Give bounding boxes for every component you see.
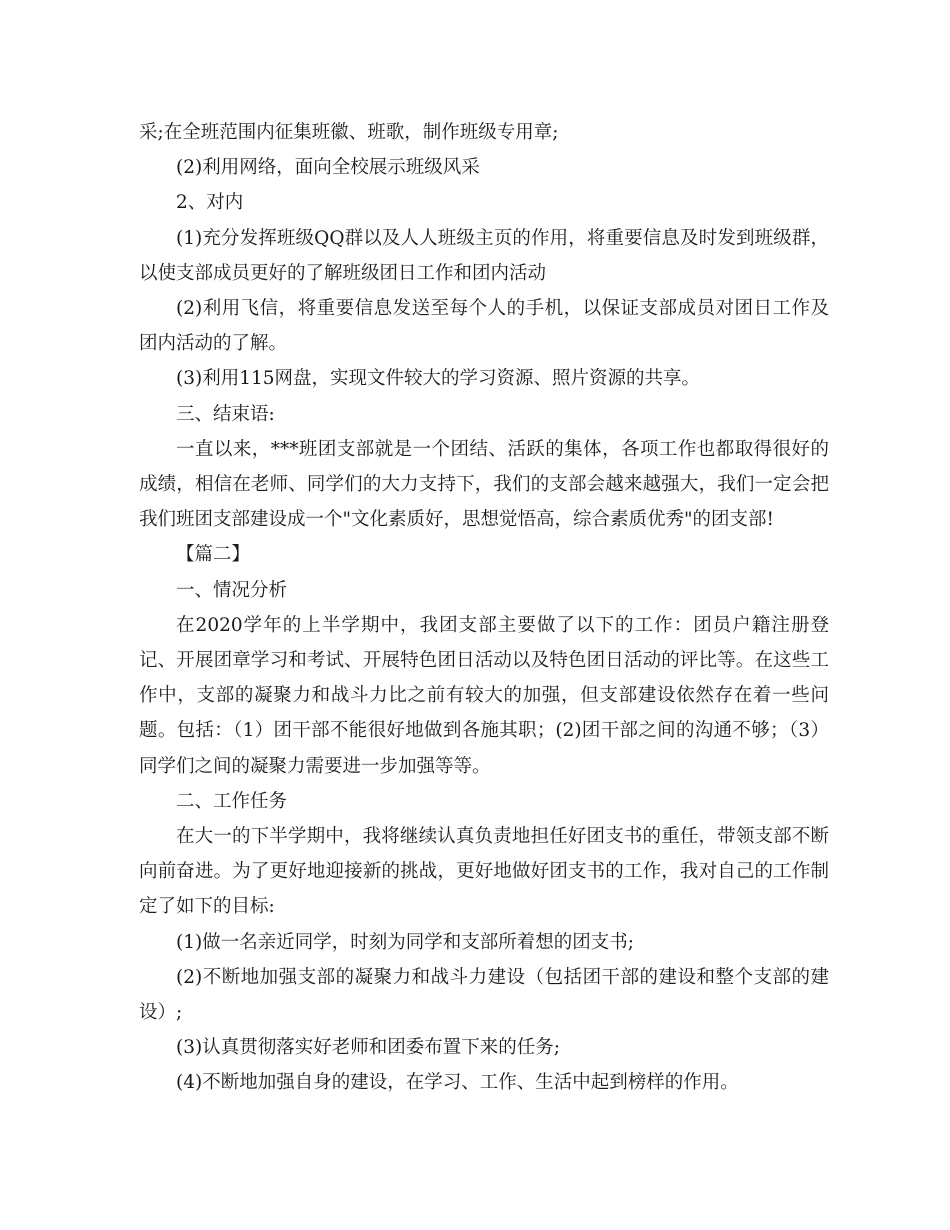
- paragraph: (2)利用网络，面向全校展示班级风采: [176, 157, 480, 179]
- paragraph: 一直以来，***班团支部就是一个团结、活跃的集体，各项工作也都取得很好的成绩，相信在老师、同学们的大力支持下，我们的支部会越来越强大，我们一定会把我们班团支部建设成一个"文化素质好，思想觉悟高，综合素质优秀"的团支部!: [139, 438, 829, 531]
- paragraph: (1)充分发挥班级QQ群以及人人班级主页的作用，将重要信息及时发到班级群，以使支部成员更好的了解班级团日工作和团内活动: [139, 227, 829, 284]
- paragraph: 在大一的下半学期中，我将继续认真负责地担任好团支书的重任，带领支部不断向前奋进。为了更好地迎接新的挑战，更好地做好团支书的工作，我对自己的工作制定了如下的目标:: [139, 826, 829, 918]
- paragraph: 在2020学年的上半学期中，我团支部主要做了以下的工作：团员户籍注册登记、开展团章学习和考试、开展特色团日活动以及特色团日活动的评比等。在这些工作中，支部的凝聚力和战斗力比之前有较大的加强，但支部建设依然存在着一些问题。包括：（1）团干部不能很好地做到各施其职；(2)团干部之间的沟通不够；（3）同学们之间的凝聚力需要进一步加强等等。: [139, 614, 829, 777]
- section-heading: 一、情况分析: [176, 579, 288, 601]
- list-item: (3)认真贯彻落实好老师和团委布置下来的任务;: [176, 1037, 560, 1059]
- list-item: (1)做一名亲近同学，时刻为同学和支部所着想的团支书;: [176, 931, 634, 953]
- section-heading: 2、对内: [176, 192, 244, 214]
- section-heading: 三、结束语:: [176, 403, 275, 425]
- section-heading: 二、工作任务: [176, 790, 288, 812]
- document-body: [139, 115, 829, 1101]
- chapter-heading: 【篇二】: [176, 544, 251, 566]
- list-item: (2)不断地加强支部的凝聚力和战斗力建设（包括团干部的建设和整个支部的建设）;: [139, 966, 829, 1024]
- paragraph: (3)利用115网盘，实现文件较大的学习资源、照片资源的共享。: [176, 368, 701, 390]
- paragraph: 采;在全班范围内征集班徽、班歌，制作班级专用章;: [139, 122, 559, 143]
- list-item: (4)不断地加强自身的建设，在学习、工作、生活中起到榜样的作用。: [176, 1072, 739, 1094]
- paragraph: (2)利用飞信，将重要信息发送至每个人的手机，以保证支部成员对团日工作及团内活动的了解。: [139, 298, 829, 355]
